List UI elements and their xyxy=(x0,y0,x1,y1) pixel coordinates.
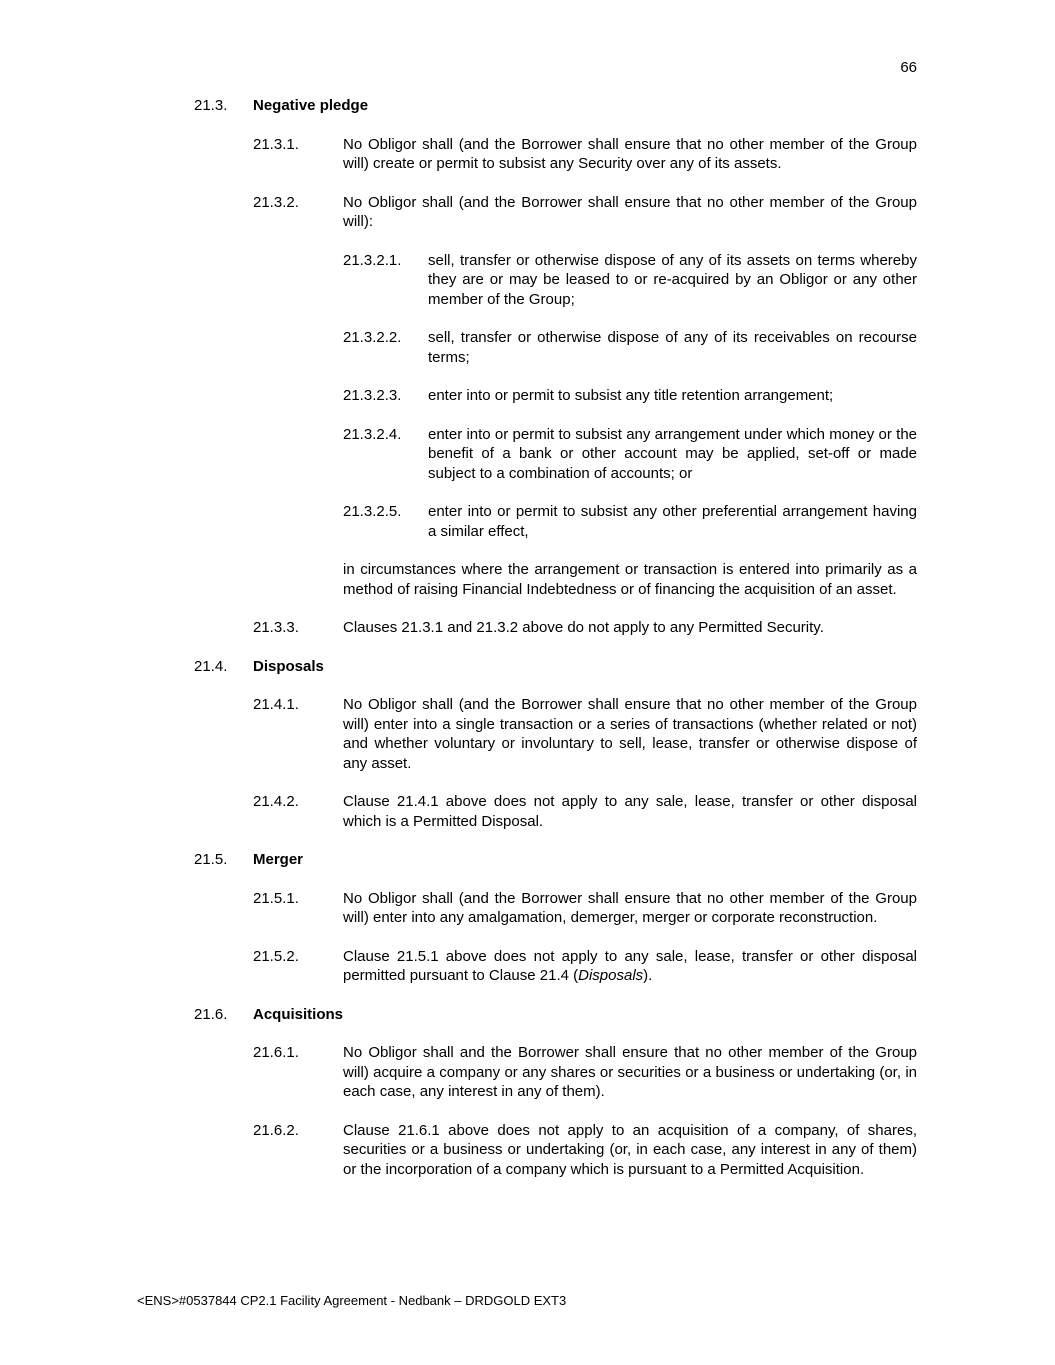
subclause-21-3-2-2 xyxy=(343,328,917,367)
clause-text: No Obligor shall (and the Borrower shall ensure that no other member of the Group will) enter into a single transaction or a series of transactions (whether related or not) and whether voluntary or involuntary to sell, lease, transfer or otherwise dispose of any asset. xyxy=(343,696,917,772)
section-title: Negative pledge xyxy=(253,97,369,114)
clause-number: 21.3.3. xyxy=(253,619,299,636)
clause-text: No Obligor shall and the Borrower shall ensure that no other member of the Group will) acquire a company or any shares or securities or a business or undertaking (or, in each case, any interest in any of them). xyxy=(343,1044,917,1100)
clause-number: 21.6.1. xyxy=(253,1044,299,1061)
subclause-number: 21.3.2.5. xyxy=(343,503,402,520)
clause-number: 21.3.2. xyxy=(253,193,299,211)
section-title: Acquisitions xyxy=(253,1005,344,1023)
clause-text: Clause 21.4.1 above does not apply to any sale, lease, transfer or other disposal which is a Permitted Disposal. xyxy=(343,793,917,830)
subclause-text: sell, transfer or otherwise dispose of any of its receivables on recourse terms; xyxy=(428,329,917,366)
clause-21-5-2 xyxy=(253,947,917,986)
section-heading-merger xyxy=(194,850,917,870)
document-footer: <ENS>#0537844 CP2.1 Facility Agreement - Nedbank – DRDGOLD EXT3 xyxy=(137,1293,567,1308)
clause-number: 21.5.2. xyxy=(253,947,299,965)
clause-text: No Obligor shall (and the Borrower shall ensure that no other member of the Group will) create or permit to subsist any Security over any of its assets. xyxy=(343,135,917,172)
clause-21-3-3 xyxy=(253,618,917,638)
clause-21-6-2 xyxy=(253,1121,917,1180)
subclause-text: enter into or permit to subsist any arrangement under which money or the benefit of a bank or other account may be applied, set-off or made subject to a combination of accounts; or xyxy=(428,425,917,482)
clause-text-after: ). xyxy=(643,967,653,984)
subclause-21-3-2-3 xyxy=(343,386,917,406)
clause-21-6-1 xyxy=(253,1043,917,1102)
clause-text-before: Clause 21.5.1 above does not apply to any sale, lease, transfer or other disposal permitted pursuant to Clause 21.4 ( xyxy=(343,947,917,984)
clause-number: 21.4.2. xyxy=(253,793,299,810)
clause-number: 21.3.1. xyxy=(253,135,299,153)
document-body xyxy=(194,96,917,1198)
clause-21-3-2-tail: in circumstances where the arrangement or transaction is entered into primarily as a method of raising Financial Indebtedness or of financing the acquisition of an asset. xyxy=(343,561,917,598)
clause-21-4-1 xyxy=(253,695,917,773)
subclause-number: 21.3.2.3. xyxy=(343,387,402,404)
clause-21-3-1 xyxy=(253,135,917,174)
subclause-text: enter into or permit to subsist any other preferential arrangement having a similar effect, xyxy=(428,503,917,540)
clause-text xyxy=(343,947,917,986)
section-heading-disposals xyxy=(194,657,917,677)
clause-text: Clauses 21.3.1 and 21.3.2 above do not apply to any Permitted Security. xyxy=(343,619,824,636)
section-number: 21.5. xyxy=(194,851,228,868)
clause-number: 21.6.2. xyxy=(253,1121,299,1139)
section-heading-negative-pledge xyxy=(194,96,917,116)
section-number: 21.4. xyxy=(194,657,228,675)
page-number: 66 xyxy=(900,59,917,76)
clause-21-3-2 xyxy=(253,193,917,232)
clause-text: No Obligor shall (and the Borrower shall ensure that no other member of the Group will): xyxy=(343,193,917,230)
clause-21-5-1 xyxy=(253,889,917,928)
clause-text: Clause 21.6.1 above does not apply to an acquisition of a company, of shares, securities or a business or undertaking (or, in each case, any interest in any of them) or the incorporation of a company which is pursuant to a Permitted Acquisition. xyxy=(343,1121,917,1178)
clause-21-4-2 xyxy=(253,792,917,831)
section-heading-acquisitions xyxy=(194,1005,917,1025)
subclause-text: sell, transfer or otherwise dispose of any of its assets on terms whereby they are or may be leased to or re-acquired by an Obligor or any other member of the Group; xyxy=(428,251,917,308)
clause-number: 21.5.1. xyxy=(253,889,299,907)
clause-cross-reference: Disposals xyxy=(578,967,644,984)
clause-text: No Obligor shall (and the Borrower shall ensure that no other member of the Group will) enter into any amalgamation, demerger, merger or corporate reconstruction. xyxy=(343,889,917,926)
section-number: 21.3. xyxy=(194,97,228,114)
subclause-21-3-2-5 xyxy=(343,502,917,541)
subclause-text: enter into or permit to subsist any title retention arrangement; xyxy=(428,387,834,404)
subclause-number: 21.3.2.1. xyxy=(343,251,402,269)
subclause-21-3-2-4 xyxy=(343,425,917,484)
subclause-number: 21.3.2.2. xyxy=(343,329,402,346)
section-number: 21.6. xyxy=(194,1005,228,1023)
subclause-21-3-2-1 xyxy=(343,251,917,310)
section-title: Disposals xyxy=(253,657,324,675)
section-title: Merger xyxy=(253,851,304,868)
subclause-number: 21.3.2.4. xyxy=(343,425,402,443)
clause-number: 21.4.1. xyxy=(253,696,299,713)
